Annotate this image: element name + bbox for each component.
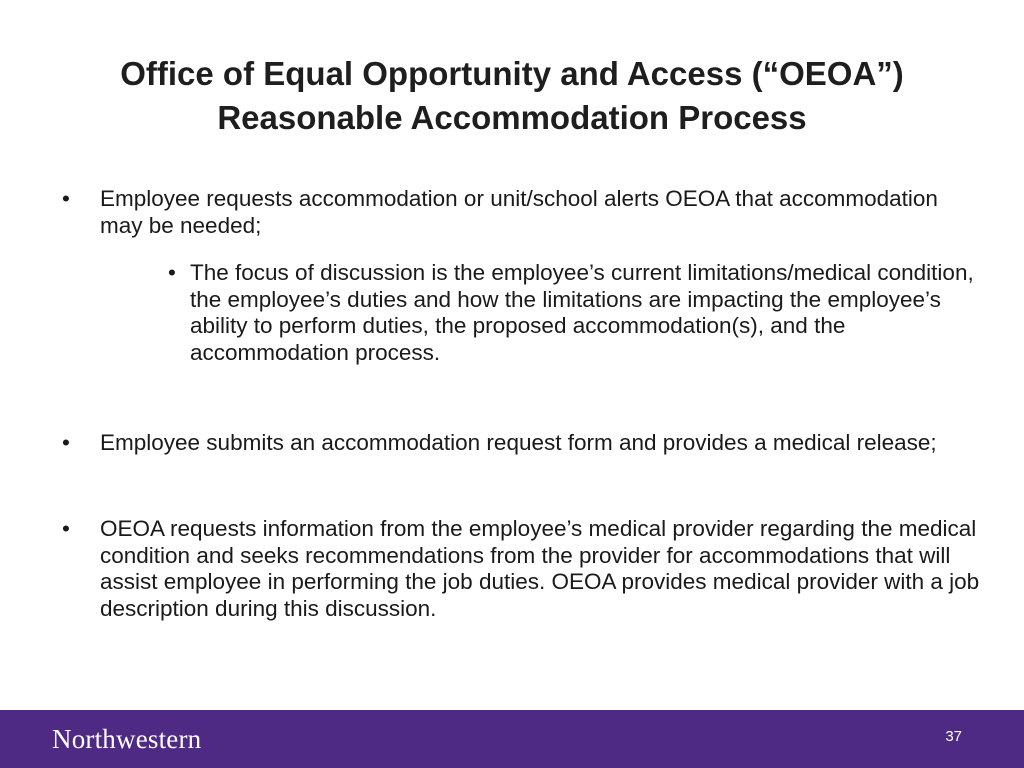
sub-bullet-marker: • [168, 260, 176, 285]
title-line-2: Reasonable Accommodation Process [217, 99, 807, 136]
bullet-text: Employee submits an accommodation request form and provides a medical release; [100, 430, 937, 455]
bullet-marker: • [62, 516, 70, 541]
bullet-text: OEOA requests information from the employee’s medical provider regarding the medical condition and seeks recommendations from the provider for accommodations that will assist employee in performing the job duties. OEOA provides medical provider with a job description during this discussion. [100, 516, 980, 621]
bullet-marker: • [62, 186, 70, 211]
northwestern-logo: Northwestern [52, 724, 202, 754]
bullet-text: Employee requests accommodation or unit/school alerts OEOA that accommodation may be needed; [100, 186, 938, 238]
footer-bar [0, 710, 1024, 768]
sub-bullet-text: The focus of discussion is the employee’s current limitations/medical condition, the employee’s duties and how the limitations are impacting the employee’s ability to perform duties, the proposed accommodation(s), and the accommodation process. [190, 260, 974, 365]
slide-title [0, 52, 1024, 140]
page-number: 37 [945, 728, 962, 745]
bullet-marker: • [62, 430, 70, 455]
title-line-1: Office of Equal Opportunity and Access (“OEOA”) [120, 55, 904, 92]
